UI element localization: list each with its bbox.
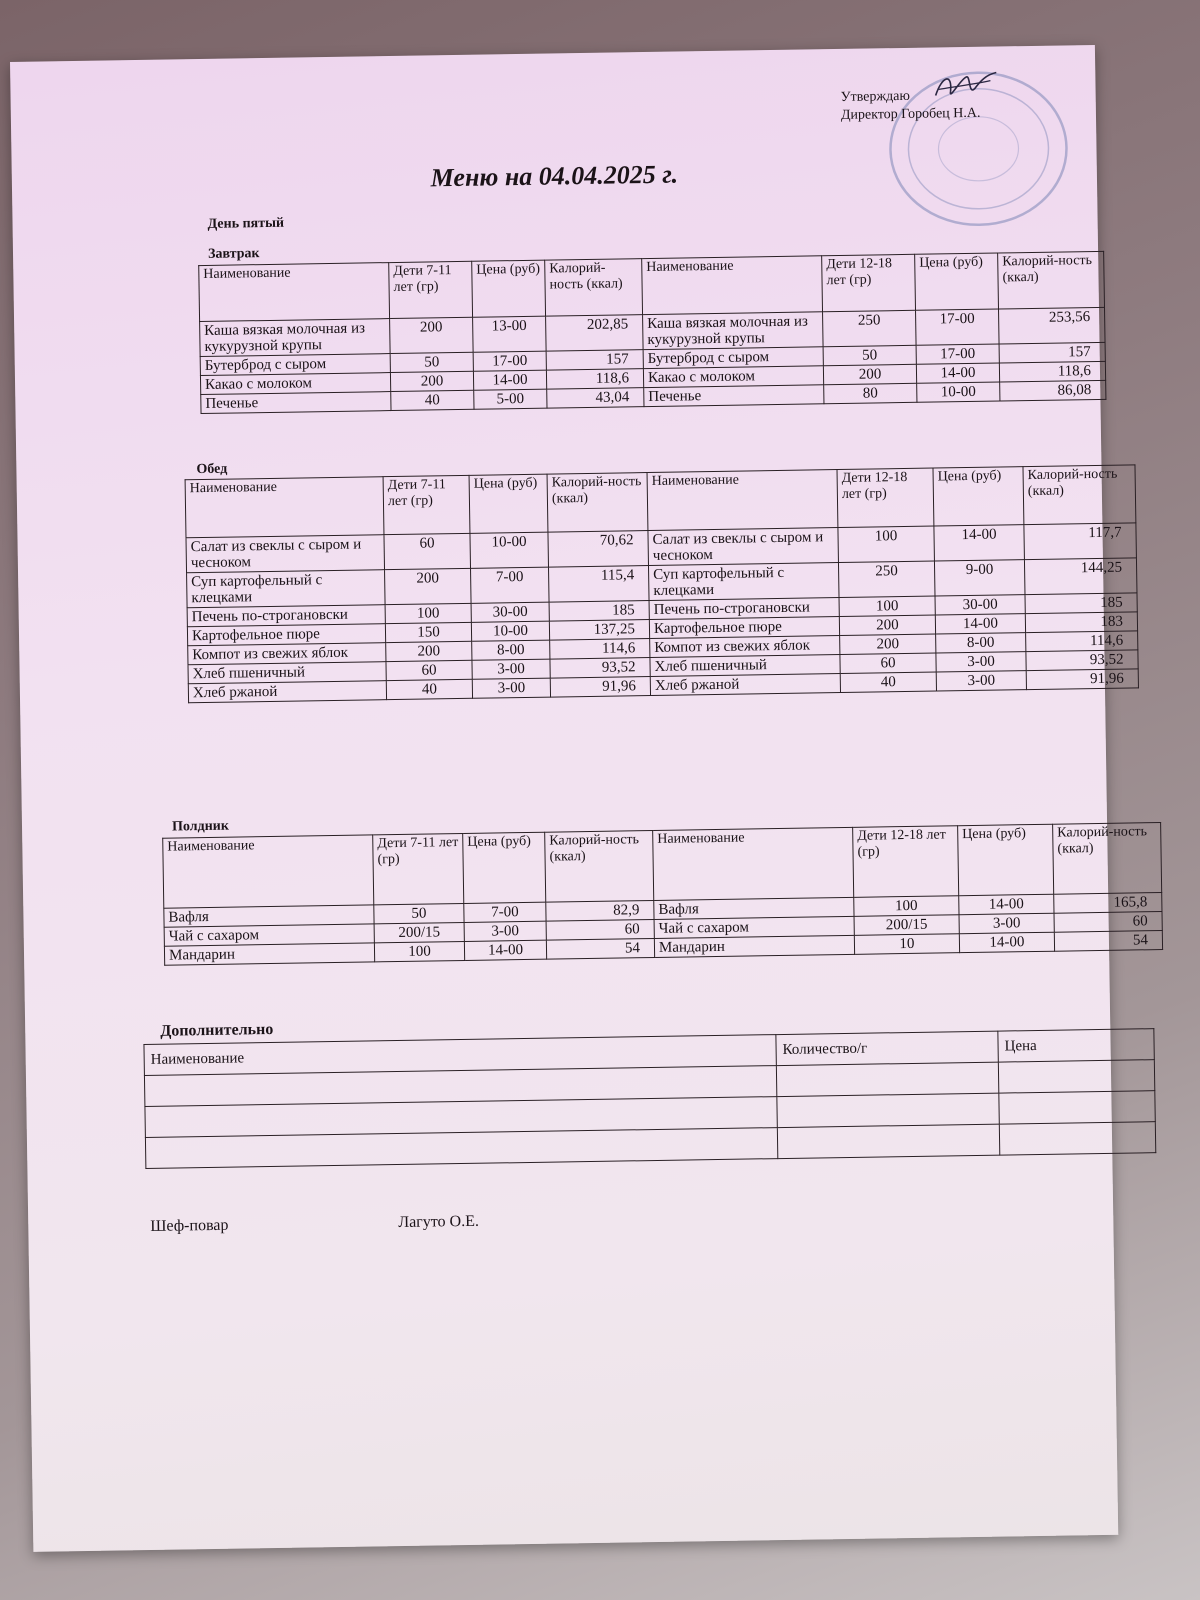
portion-young: 50 [374, 903, 464, 923]
calories-old: 185 [1025, 593, 1137, 614]
portion-old: 60 [840, 653, 936, 674]
col-header-name: Наименование [199, 263, 390, 322]
lunch-table [185, 461, 1139, 703]
calories-young: 70,62 [548, 531, 649, 568]
dish-name: Каша вязкая молочная из кукурузной крупы [200, 319, 391, 357]
calories-old: 118,6 [999, 361, 1105, 382]
dish-name: Хлеб ржаной [650, 674, 840, 696]
dish-name: Компот из свежих яблок [650, 636, 840, 658]
dish-name: Печенье [201, 392, 391, 414]
calories-old: 165,8 [1054, 893, 1162, 914]
portion-old: 100 [838, 526, 935, 563]
menu-sheet [10, 45, 1149, 1552]
calories-old: 93,52 [1026, 650, 1138, 671]
extra-label: Дополнительно [160, 1020, 274, 1040]
dish-name: Вафля [164, 905, 374, 927]
dish-name: Компот из свежих яблок [188, 643, 386, 665]
price-young: 3-00 [472, 659, 550, 679]
calories-old: 91,96 [1026, 669, 1138, 690]
price-old: 14-00 [934, 525, 1025, 561]
calories-old: 157 [999, 342, 1105, 363]
portion-old: 200 [839, 615, 935, 636]
portion-young: 200/15 [374, 922, 464, 942]
dish-name: Печень по-строгановски [187, 605, 385, 627]
dish-name: Какао с молоком [643, 366, 823, 388]
price-old: 14-00 [935, 614, 1025, 634]
extra-table [143, 1028, 1156, 1169]
price-old: 3-00 [936, 671, 1026, 691]
dish-name: Хлеб ржаной [188, 681, 386, 703]
portion-old: 50 [823, 345, 916, 365]
price-young: 3-00 [464, 921, 546, 941]
col-header-name: Наименование [144, 1035, 776, 1076]
dish-name: Бутерброд с сыром [200, 354, 390, 376]
calories-young: 202,85 [546, 315, 644, 352]
calories-young: 157 [546, 350, 643, 371]
price-old: 14-00 [916, 363, 999, 383]
price-old: 8-00 [936, 633, 1026, 653]
calories-young: 60 [546, 919, 654, 940]
col-header-price: Цена [998, 1029, 1154, 1062]
dish-name: Мандарин [654, 935, 854, 957]
page-title: Меню на 04.04.2025 г. [430, 159, 679, 193]
col-header-price: Цена (руб) [469, 474, 548, 533]
price-young: 17-00 [473, 351, 546, 371]
dish-name: Картофельное пюре [649, 617, 839, 639]
portion-old: 10 [854, 934, 959, 955]
breakfast-table [198, 251, 1106, 414]
dish-name: Печенье [644, 385, 824, 407]
price-young: 7-00 [464, 902, 546, 922]
calories-young: 43,04 [547, 388, 644, 409]
portion-old: 250 [838, 561, 935, 598]
col-header-price: Цена (руб) [915, 253, 999, 310]
price-young: 8-00 [472, 640, 550, 660]
price-young: 7-00 [471, 567, 550, 603]
calories-young: 93,52 [550, 658, 650, 679]
col-header-name: Наименование [653, 827, 854, 900]
price-old: 3-00 [959, 913, 1054, 933]
portion-young: 60 [384, 533, 471, 569]
price-old: 30-00 [935, 595, 1025, 615]
breakfast-label: Завтрак [207, 246, 260, 262]
price-young: 14-00 [473, 370, 546, 390]
calories-young: 185 [549, 601, 649, 622]
dish-name: Вафля [654, 897, 854, 919]
approval-line: Утверждаю [840, 88, 911, 105]
col-header-age-old: Дети 12-18 лет (гр) [822, 254, 916, 311]
dish-name: Суп картофельный с клецками [187, 570, 386, 608]
price-young: 3-00 [472, 678, 550, 698]
empty-cell [999, 1091, 1155, 1124]
col-header-age-young: Дети 7-11 лет (гр) [383, 475, 470, 534]
calories-old: 114,6 [1026, 631, 1138, 652]
chef-name: Лагуто О.Е. [398, 1212, 480, 1232]
col-header-calories: Калорий-ность (ккал) [545, 831, 654, 903]
dish-name: Бутерброд с сыром [643, 347, 823, 369]
dish-name: Мандарин [164, 943, 374, 965]
dish-name: Салат из свеклы с сыром и чесноком [648, 528, 839, 566]
price-old: 10-00 [917, 382, 1000, 402]
price-old: 17-00 [916, 309, 1000, 345]
portion-young: 100 [385, 603, 471, 623]
price-young: 10-00 [471, 621, 549, 641]
col-header-name: Наименование [185, 477, 384, 538]
col-header-price: Цена (руб) [958, 824, 1054, 895]
col-header-age-old: Дети 12-18 лет (гр) [853, 826, 959, 898]
calories-young: 91,96 [550, 677, 650, 698]
approval-block [841, 87, 981, 125]
col-header-calories: Калорий-ность (ккал) [545, 259, 643, 317]
col-header-calories: Калорий-ность (ккал) [1053, 823, 1162, 895]
empty-cell [998, 1060, 1154, 1093]
snack-label: Полдник [171, 818, 229, 835]
portion-old: 200/15 [854, 915, 959, 936]
portion-young: 200 [390, 317, 474, 353]
col-header-quantity: Количество/г [776, 1031, 998, 1065]
col-header-price: Цена (руб) [463, 832, 546, 903]
calories-old: 54 [1054, 931, 1162, 952]
portion-old: 80 [824, 383, 917, 403]
portion-young: 40 [386, 679, 472, 699]
price-young: 10-00 [470, 532, 549, 568]
col-header-calories: Калорий-ность (ккал) [547, 473, 648, 533]
dish-name: Салат из свеклы с сыром и чесноком [186, 535, 385, 573]
calories-young: 114,6 [550, 639, 650, 660]
portion-young: 200 [390, 371, 473, 391]
col-header-age-young: Дети 7-11 лет (гр) [389, 261, 473, 318]
lunch-label: Обед [196, 461, 228, 478]
dish-name: Чай с сахаром [164, 924, 374, 946]
snack-table [162, 822, 1163, 966]
col-header-calories: Калорий-ность (ккал) [998, 251, 1105, 309]
empty-cell [999, 1122, 1155, 1155]
portion-young: 200 [386, 641, 472, 661]
col-header-price: Цена (руб) [472, 260, 546, 317]
calories-old: 144,25 [1024, 558, 1137, 595]
price-old: 14-00 [959, 894, 1054, 914]
empty-cell [776, 1062, 998, 1096]
portion-old: 40 [840, 672, 936, 693]
dish-name: Суп картофельный с клецками [648, 563, 839, 601]
col-header-calories: Калорий-ность (ккал) [1023, 465, 1136, 525]
col-header-age-old: Дети 12-18 лет (гр) [837, 468, 934, 528]
dish-name: Чай с сахаром [654, 916, 854, 938]
price-young: 30-00 [471, 602, 549, 622]
approval-director: Директор Горобец Н.А. [840, 105, 981, 123]
empty-cell [777, 1093, 999, 1127]
calories-old: 183 [1025, 612, 1137, 633]
dish-name: Хлеб пшеничный [188, 662, 386, 684]
portion-young: 100 [374, 941, 464, 961]
portion-young: 200 [385, 568, 472, 604]
price-old: 14-00 [959, 932, 1054, 952]
dish-name: Печень по-строгановски [649, 598, 839, 620]
col-header-age-young: Дети 7-11 лет (гр) [373, 833, 464, 904]
portion-young: 50 [390, 352, 473, 372]
calories-old: 86,08 [1000, 380, 1106, 401]
price-young: 5-00 [474, 389, 547, 409]
col-header-name: Наименование [647, 470, 838, 531]
portion-young: 60 [386, 660, 472, 680]
portion-old: 200 [823, 364, 916, 384]
price-old: 9-00 [934, 560, 1025, 596]
calories-old: 117,7 [1024, 523, 1137, 560]
col-header-price: Цена (руб) [933, 467, 1024, 526]
dish-name: Какао с молоком [200, 373, 390, 395]
calories-young: 118,6 [546, 369, 643, 390]
col-header-name: Наименование [642, 256, 823, 315]
calories-old: 60 [1054, 912, 1162, 933]
portion-young: 150 [385, 622, 471, 642]
calories-young: 82,9 [546, 900, 654, 921]
dish-name: Каша вязкая молочная из кукурузной крупы [643, 312, 824, 350]
day-label: День пятый [207, 215, 285, 232]
empty-cell [777, 1124, 999, 1158]
calories-old: 253,56 [999, 307, 1106, 344]
calories-young: 115,4 [549, 566, 650, 603]
price-old: 3-00 [936, 652, 1026, 672]
portion-old: 100 [854, 896, 959, 917]
portion-old: 250 [823, 310, 917, 346]
dish-name: Картофельное пюре [187, 624, 385, 646]
calories-young: 137,25 [549, 620, 649, 641]
price-old: 17-00 [916, 344, 999, 364]
portion-old: 100 [839, 596, 935, 617]
portion-young: 40 [391, 390, 474, 410]
dish-name: Хлеб пшеничный [650, 655, 840, 677]
price-young: 14-00 [464, 940, 546, 960]
portion-old: 200 [840, 634, 936, 655]
col-header-name: Наименование [163, 835, 374, 908]
price-young: 13-00 [473, 316, 547, 352]
chef-role: Шеф-повар [150, 1216, 229, 1235]
calories-young: 54 [546, 938, 654, 959]
